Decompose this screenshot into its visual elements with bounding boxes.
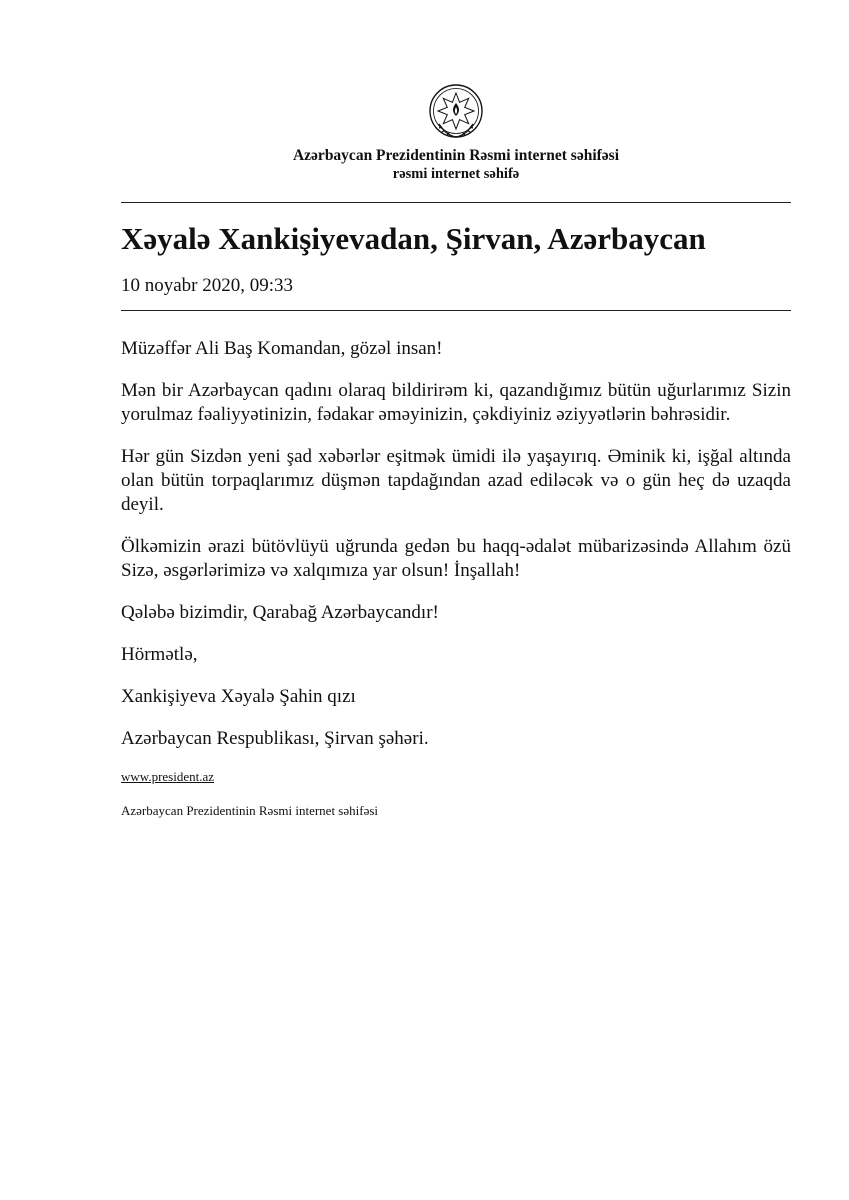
footer-site-name: Azərbaycan Prezidentinin Rəsmi internet səhifəsi	[121, 803, 379, 818]
closing-salutation: Hörmətlə,	[121, 644, 198, 665]
footer-website-link[interactable]: www.president.az	[121, 769, 215, 784]
bottom-divider	[121, 310, 791, 311]
top-divider	[121, 202, 791, 203]
document-page	[121, 0, 791, 819]
author-name: Xankişiyeva Xəyalə Şahin qızı	[121, 686, 356, 707]
azerbaijan-state-emblem-icon	[425, 82, 487, 144]
org-subtitle: rəsmi internet səhifə	[392, 166, 520, 182]
paragraph-4: Qələbə bizimdir, Qarabağ Azərbaycandır!	[121, 602, 439, 623]
paragraph-1: Mən bir Azərbaycan qadını olaraq bildirirəm ki, qazandığımız bütün uğurlarımız Sizin yorulmaz fəaliyyətinizin, fədakar əməyinizin, çəkdiyiniz əziyyətlərin bəhrəsidir.	[121, 380, 791, 425]
article-title: Xəyalə Xankişiyevadan, Şirvan, Azərbaycan	[121, 221, 706, 256]
article-date: 10 noyabr 2020, 09:33	[121, 275, 294, 296]
paragraph-2: Hər gün Sizdən yeni şad xəbərlər eşitmək ümidi ilə yaşayırıq. Əminik ki, işğal altında olan bütün torpaqlarımız düşmən tapdağından azad ediləcək və o gün heç də uzaqda deyil.	[121, 446, 791, 515]
article-body	[121, 337, 791, 751]
author-location: Azərbaycan Respublikası, Şirvan şəhəri.	[121, 728, 429, 749]
org-title: Azərbaycan Prezidentinin Rəsmi internet səhifəsi	[292, 147, 620, 164]
paragraph-greeting: Müzəffər Ali Baş Komandan, gözəl insan!	[121, 338, 443, 359]
paragraph-3: Ölkəmizin ərazi bütövlüyü uğrunda gedən bu haqq-ədalət mübarizəsində Allahım özü Sizə, əsgərlərimizə və xalqımıza yar olsun! İnşallah!	[121, 536, 791, 581]
header	[121, 82, 791, 184]
